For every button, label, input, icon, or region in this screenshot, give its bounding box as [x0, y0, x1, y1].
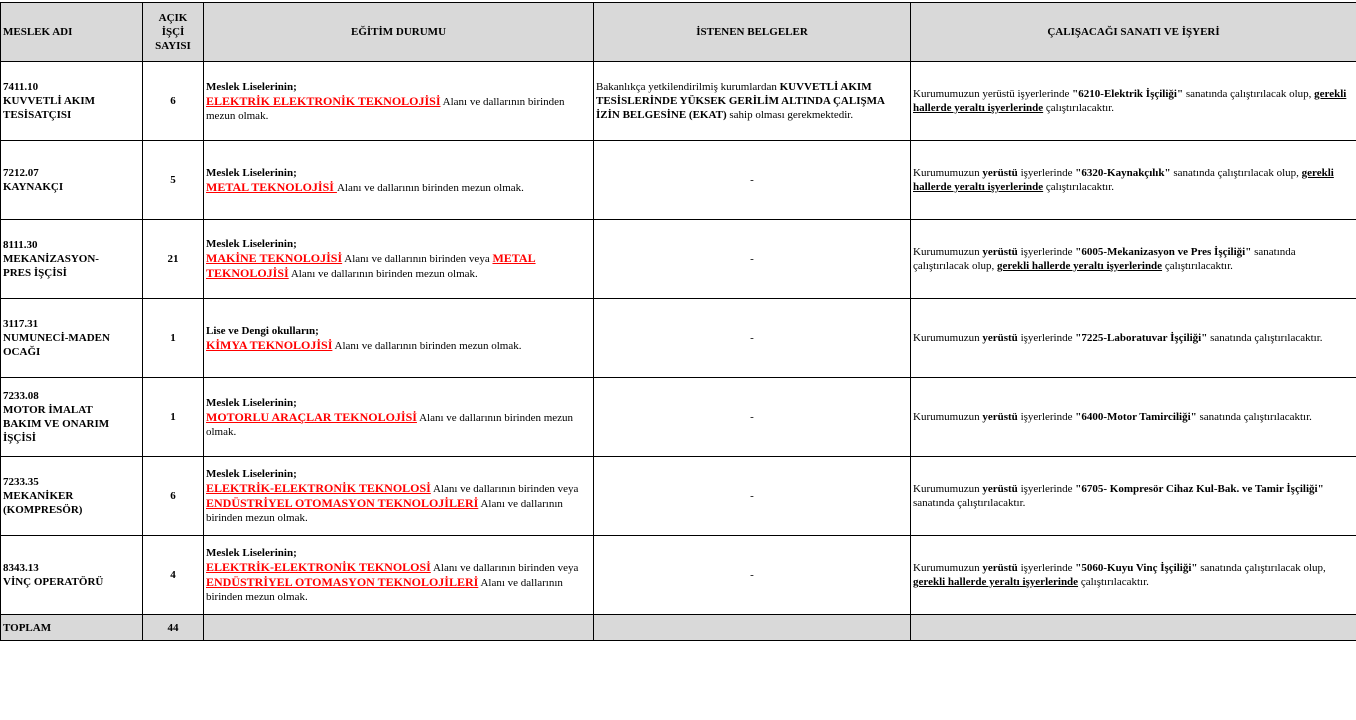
documents-cell: -	[594, 536, 911, 615]
open-count-cell: 6	[143, 62, 204, 141]
education-cell: Meslek Liselerinin; MOTORLU ARAÇLAR TEKNOLOJİSİ Alanı ve dallarının birinden mezun olmak.	[204, 378, 594, 457]
education-cell: Meslek Liselerinin; METAL TEKNOLOJİSİ Alanı ve dallarının birinden mezun olmak.	[204, 141, 594, 220]
job-name-cell: 8111.30 MEKANİZASYON- PRES İŞÇİSİ	[1, 220, 143, 299]
table-row	[1, 457, 1356, 536]
workplace-cell: Kurumumuzun yerüstü işyerlerinde "5060-Kuyu Vinç İşçiliği" sanatında çalıştırılacak olup, gerekli hallerde yeraltı işyerlerinde çalıştırılacaktır.	[911, 536, 1356, 615]
table-row	[1, 220, 1356, 299]
header-row	[1, 3, 1356, 62]
documents-cell: -	[594, 457, 911, 536]
table-row	[1, 62, 1356, 141]
documents-cell: -	[594, 220, 911, 299]
table-row	[1, 536, 1356, 615]
education-cell: Meslek Liselerinin; ELEKTRİK-ELEKTRONİK TEKNOLOSİ Alanı ve dallarının birinden veya ENDÜSTRİYEL OTOMASYON TEKNOLOJİLERİ Alanı ve dallarının birinden mezun olmak.	[204, 457, 594, 536]
total-count: 44	[143, 615, 204, 641]
workplace-cell: Kurumumuzun yerüstü işyerlerinde "6320-Kaynakçılık" sanatında çalıştırılacak olup, gerekli hallerde yeraltı işyerlerinde çalıştırılacaktır.	[911, 141, 1356, 220]
documents-cell: -	[594, 299, 911, 378]
open-count-cell: 5	[143, 141, 204, 220]
header-sanat: ÇALIŞACAĞI SANATI VE İŞYERİ	[911, 3, 1356, 62]
open-count-cell: 21	[143, 220, 204, 299]
education-cell: Meslek Liselerinin; ELEKTRİK ELEKTRONİK TEKNOLOJİSİ Alanı ve dallarının birinden mezun olmak.	[204, 62, 594, 141]
documents-cell: -	[594, 141, 911, 220]
header-meslek: MESLEK ADI	[1, 3, 143, 62]
job-name-cell: 8343.13 VİNÇ OPERATÖRÜ	[1, 536, 143, 615]
education-cell: Meslek Liselerinin; MAKİNE TEKNOLOJİSİ Alanı ve dallarının birinden veya METAL TEKNOLOJİSİ Alanı ve dallarının birinden mezun olmak.	[204, 220, 594, 299]
total-label: TOPLAM	[1, 615, 143, 641]
job-openings-table	[0, 2, 1356, 641]
total-empty-cell	[594, 615, 911, 641]
open-count-cell: 1	[143, 378, 204, 457]
table-row	[1, 299, 1356, 378]
table-row	[1, 141, 1356, 220]
job-name-cell: 7411.10 KUVVETLİ AKIM TESİSATÇISI	[1, 62, 143, 141]
workplace-cell: Kurumumuzun yerüstü işyerlerinde "6005-Mekanizasyon ve Pres İşçiliği" sanatında çalıştırılacak olup, gerekli hallerde yeraltı işyerlerinde çalıştırılacaktır.	[911, 220, 1356, 299]
total-empty-cell	[204, 615, 594, 641]
job-name-cell: 3117.31 NUMUNECİ-MADEN OCAĞI	[1, 299, 143, 378]
job-name-cell: 7233.08 MOTOR İMALAT BAKIM VE ONARIM İŞÇİSİ	[1, 378, 143, 457]
documents-cell: -	[594, 378, 911, 457]
education-cell: Meslek Liselerinin; ELEKTRİK-ELEKTRONİK TEKNOLOSİ Alanı ve dallarının birinden veya ENDÜSTRİYEL OTOMASYON TEKNOLOJİLERİ Alanı ve dallarının birinden mezun olmak.	[204, 536, 594, 615]
workplace-cell: Kurumumuzun yerüstü işyerlerinde "6400-Motor Tamirciliği" sanatında çalıştırılacaktır.	[911, 378, 1356, 457]
header-belgeler: İSTENEN BELGELER	[594, 3, 911, 62]
total-row	[1, 615, 1356, 641]
documents-cell: Bakanlıkça yetkilendirilmiş kurumlardan KUVVETLİ AKIM TESİSLERİNDE YÜKSEK GERİLİM ALTINDA ÇALIŞMA İZİN BELGESİNE (EKAT) sahip olması gerekmektedir.	[594, 62, 911, 141]
open-count-cell: 1	[143, 299, 204, 378]
workplace-cell: Kurumumuzun yerüstü işyerlerinde "6705- Kompresör Cihaz Kul-Bak. ve Tamir İşçiliği" sanatında çalıştırılacaktır.	[911, 457, 1356, 536]
job-name-cell: 7212.07 KAYNAKÇI	[1, 141, 143, 220]
job-name-cell: 7233.35 MEKANİKER (KOMPRESÖR)	[1, 457, 143, 536]
open-count-cell: 6	[143, 457, 204, 536]
workplace-cell: Kurumumuzun yerüstü işyerlerinde "7225-Laboratuvar İşçiliği" sanatında çalıştırılacaktır.	[911, 299, 1356, 378]
table-row	[1, 378, 1356, 457]
header-acik-isci: AÇIK İŞÇİ SAYISI	[143, 3, 204, 62]
header-egitim: EĞİTİM DURUMU	[204, 3, 594, 62]
education-cell: Lise ve Dengi okulların; KİMYA TEKNOLOJİSİ Alanı ve dallarının birinden mezun olmak.	[204, 299, 594, 378]
workplace-cell: Kurumumuzun yerüstü işyerlerinde "6210-Elektrik İşçiliği" sanatında çalıştırılacak olup, gerekli hallerde yeraltı işyerlerinde çalıştırılacaktır.	[911, 62, 1356, 141]
total-empty-cell	[911, 615, 1356, 641]
open-count-cell: 4	[143, 536, 204, 615]
